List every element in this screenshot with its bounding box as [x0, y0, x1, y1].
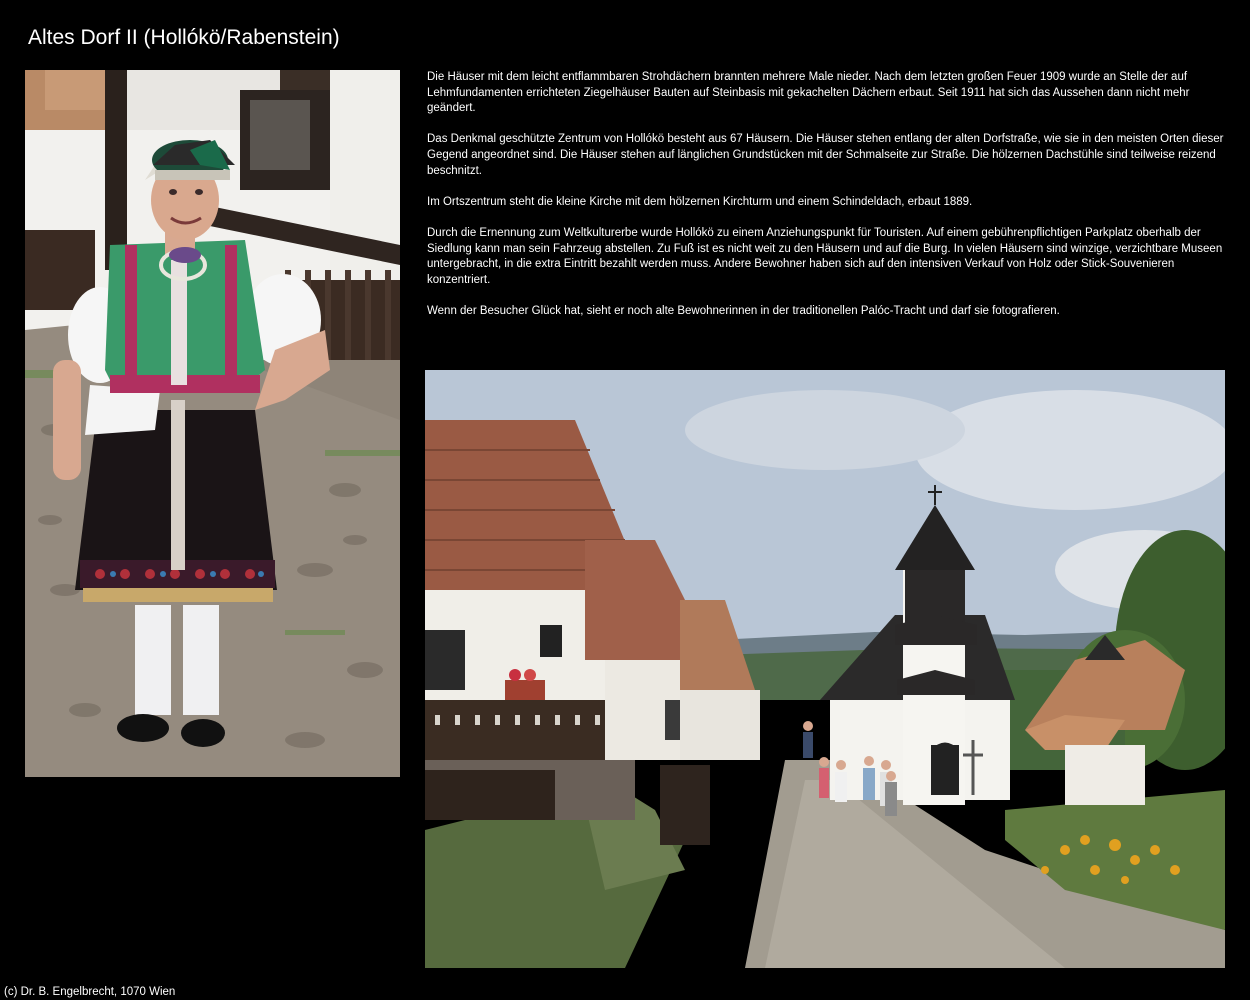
paragraph-church: Im Ortszentrum steht die kleine Kirche mit dem hölzernen Kirchturm und einem Schindeldach, erbaut 1889.: [427, 195, 973, 208]
paragraph-costume: Wenn der Besucher Glück hat, sieht er noch alte Bewohnerinnen in der traditionellen Palóc-Tracht und darf sie fotografieren.: [427, 304, 1060, 317]
photo-woman-traditional-costume: [25, 70, 400, 777]
photo-village-street-church: [425, 370, 1225, 968]
copyright-footer: (c) Dr. B. Engelbrecht, 1070 Wien: [4, 986, 176, 998]
description-text: [427, 70, 1227, 335]
paragraph-monument: Das Denkmal geschützte Zentrum von Hollókö besteht aus 67 Häusern. Die Häuser stehen entlang der alten Dorfstraße, wie sie in den meisten Orten dieser Gegend angeordnet sind. Die Häuser stehen auf länglichen Grundstücken mit der Schmalseite zur Straße. Die hölzernen Dachstühle sind teilweise reizend beschnitzt.: [427, 133, 1224, 177]
paragraph-fires: Die Häuser mit dem leicht entflammbaren Strohdächern brannten mehrere Male nieder. Nach dem letzten großen Feuer 1909 wurde an Stelle der auf Lehmfundamenten errichteten Ziegelhäuser Bauten auf Steinbasis mit gekachelten Dächern erbaut. Seit 1911 hat sich das Aussehen dann nicht mehr geändert.: [427, 71, 1190, 115]
paragraph-tourism: Durch die Ernennung zum Weltkulturerbe wurde Hollókö zu einem Anziehungspunkt für Touristen. Auf einem gebührenpflichtigen Parkplatz oberhalb der Siedlung kann man sein Fahrzeug abstellen. Zu Fuß ist es nicht weit zu den Häusern und auf die Burg. In vielen Häusern sind winzige, verzichtbare Museen untergebracht, in die extra Eintritt bezahlt werden muss. Andere Bewohner haben sich auf den intensiven Verkauf von Holz oder Stick-Souvenieren konzentriert.: [427, 226, 1223, 286]
page-title: Altes Dorf II (Hollókö/Rabenstein): [28, 26, 340, 49]
